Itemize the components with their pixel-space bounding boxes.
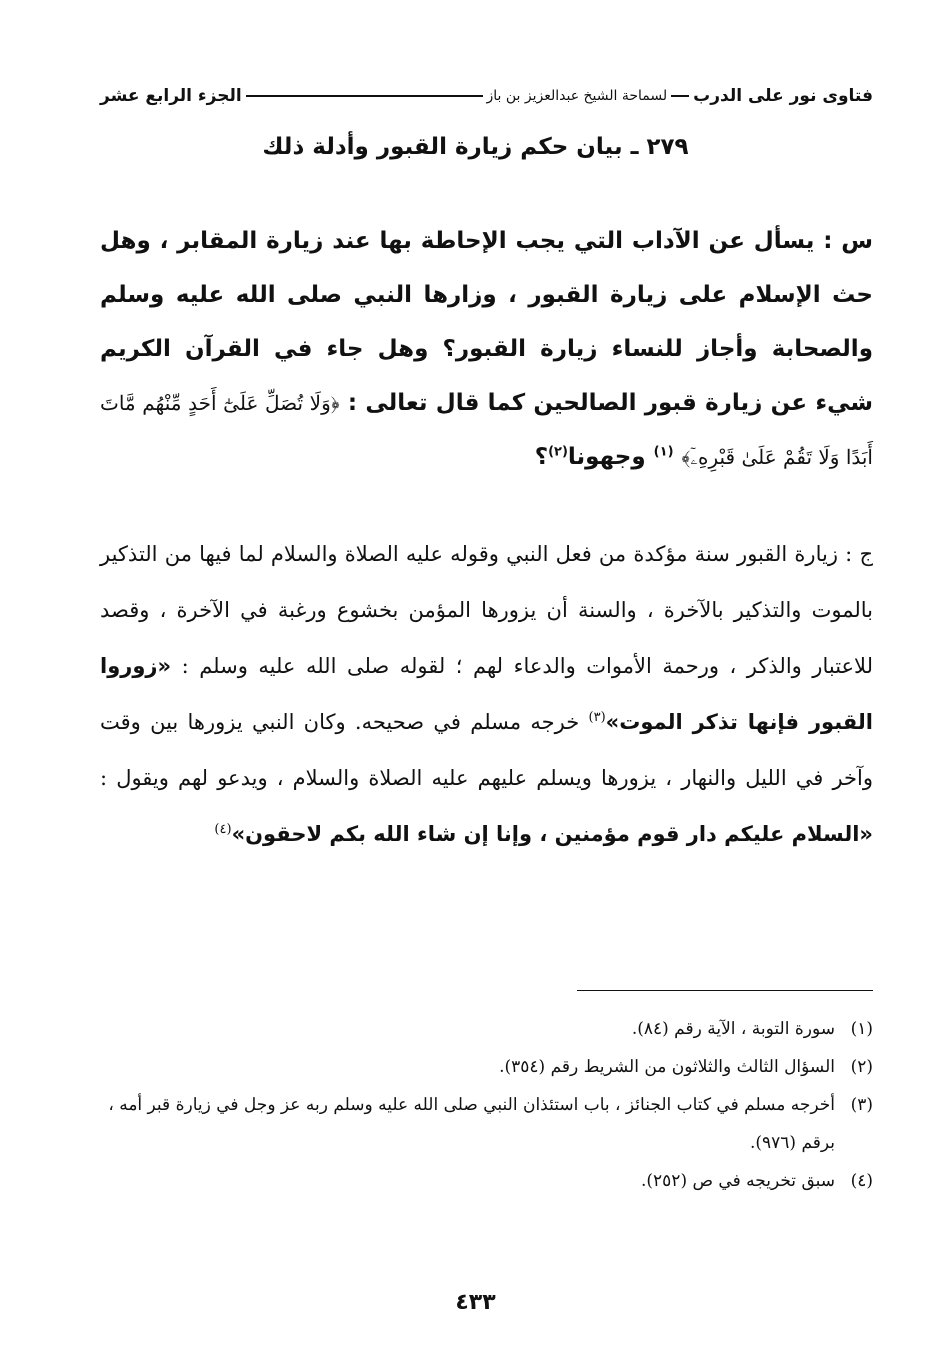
footnote-item — [100, 1010, 873, 1048]
answer-text: خرجه مسلم في صحيحه. وكان النبي يزورها بين وقت وآخر في الليل والنهار ، يزورها ويسلم عليهم عليه الصلاة والسلام ، ويدعو لهم ويقول : — [100, 710, 873, 790]
footnote-number: (٢) — [850, 1057, 873, 1077]
question-paragraph — [100, 214, 873, 484]
footnote-text: سورة التوبة ، الآية رقم (٨٤). — [631, 1019, 835, 1039]
question-label: س : — [823, 228, 873, 254]
question-tail: وجهونا — [567, 444, 646, 470]
hadith-quote: «زوروا القبور فإنها تذكر الموت» — [100, 654, 873, 734]
running-header — [100, 78, 873, 114]
question-end: ؟ — [534, 444, 549, 470]
section-title: ٢٧٩ ـ بيان حكم زيارة القبور وأدلة ذلك — [262, 134, 689, 160]
footnote-text: سبق تخريجه في ص (٢٥٢). — [640, 1171, 835, 1191]
hadith-quote: «السلام عليكم دار قوم مؤمنين ، وإنا إن شاء الله بكم لاحقون» — [231, 822, 873, 846]
footnote-item — [100, 1162, 873, 1200]
question-text: يسأل عن الآداب التي يجب الإحاطة بها عند زيارة المقابر ، وهل حث الإسلام على زيارة القبور ، وزارها النبي صلى الله عليه وسلم والصحابة وأجاز للنساء زيارة القبور؟ وهل جاء في القرآن الكريم شيء عن زيارة قبور الصالحين كما قال تعالى : — [100, 228, 873, 416]
footnote-number: (٤) — [850, 1171, 873, 1191]
footnote-item — [100, 1086, 873, 1162]
footnote-number: (١) — [850, 1019, 873, 1039]
volume-label: الجزء الرابع عشر — [100, 86, 242, 106]
footnote-ref: (٢) — [548, 444, 568, 460]
footnote-ref: (١) — [653, 444, 674, 460]
footnote-divider — [577, 990, 873, 991]
page-number: ٤٣٣ — [455, 1290, 496, 1315]
answer-paragraph — [100, 526, 873, 862]
footnote-item — [100, 1048, 873, 1086]
book-title: فتاوى نور على الدرب — [693, 86, 873, 106]
header-dash — [671, 95, 689, 97]
footnote-number: (٣) — [850, 1095, 873, 1115]
footnote-text: أخرجه مسلم في كتاب الجنائز ، باب استئذان النبي صلى الله عليه وسلم ربه عز وجل في زيارة قبر أمه ، برقم (٩٧٦). — [108, 1095, 835, 1153]
footnote-ref: (٣) — [588, 710, 606, 725]
quran-verse: ﴿وَلَا تُصَلِّ عَلَىٰٓ أَحَدٍ مِّنْهُم مَّاتَ أَبَدًا وَلَا تَقُمْ عَلَىٰ قَبْرِهِۦٓ﴾ — [100, 391, 873, 469]
footnote-text: السؤال الثالث والثلاثون من الشريط رقم (٣٥٤). — [499, 1057, 835, 1077]
footnotes-list — [100, 1010, 873, 1200]
answer-label: ج : — [845, 542, 873, 566]
header-rule — [246, 95, 483, 97]
footnote-ref: (٤) — [214, 822, 232, 837]
author-name: لسماحة الشيخ عبدالعزيز بن باز — [486, 88, 668, 104]
answer-text: زيارة القبور سنة مؤكدة من فعل النبي وقوله عليه الصلاة والسلام لما فيها من التذكير بالموت والتذكير بالآخرة ، والسنة أن يزورها المؤمن بخشوع ورغبة في الآخرة ، وقصد للاعتبار والذكر ، ورحمة الأموات والدعاء لهم ؛ لقوله صلى الله عليه وسلم : — [100, 542, 873, 678]
